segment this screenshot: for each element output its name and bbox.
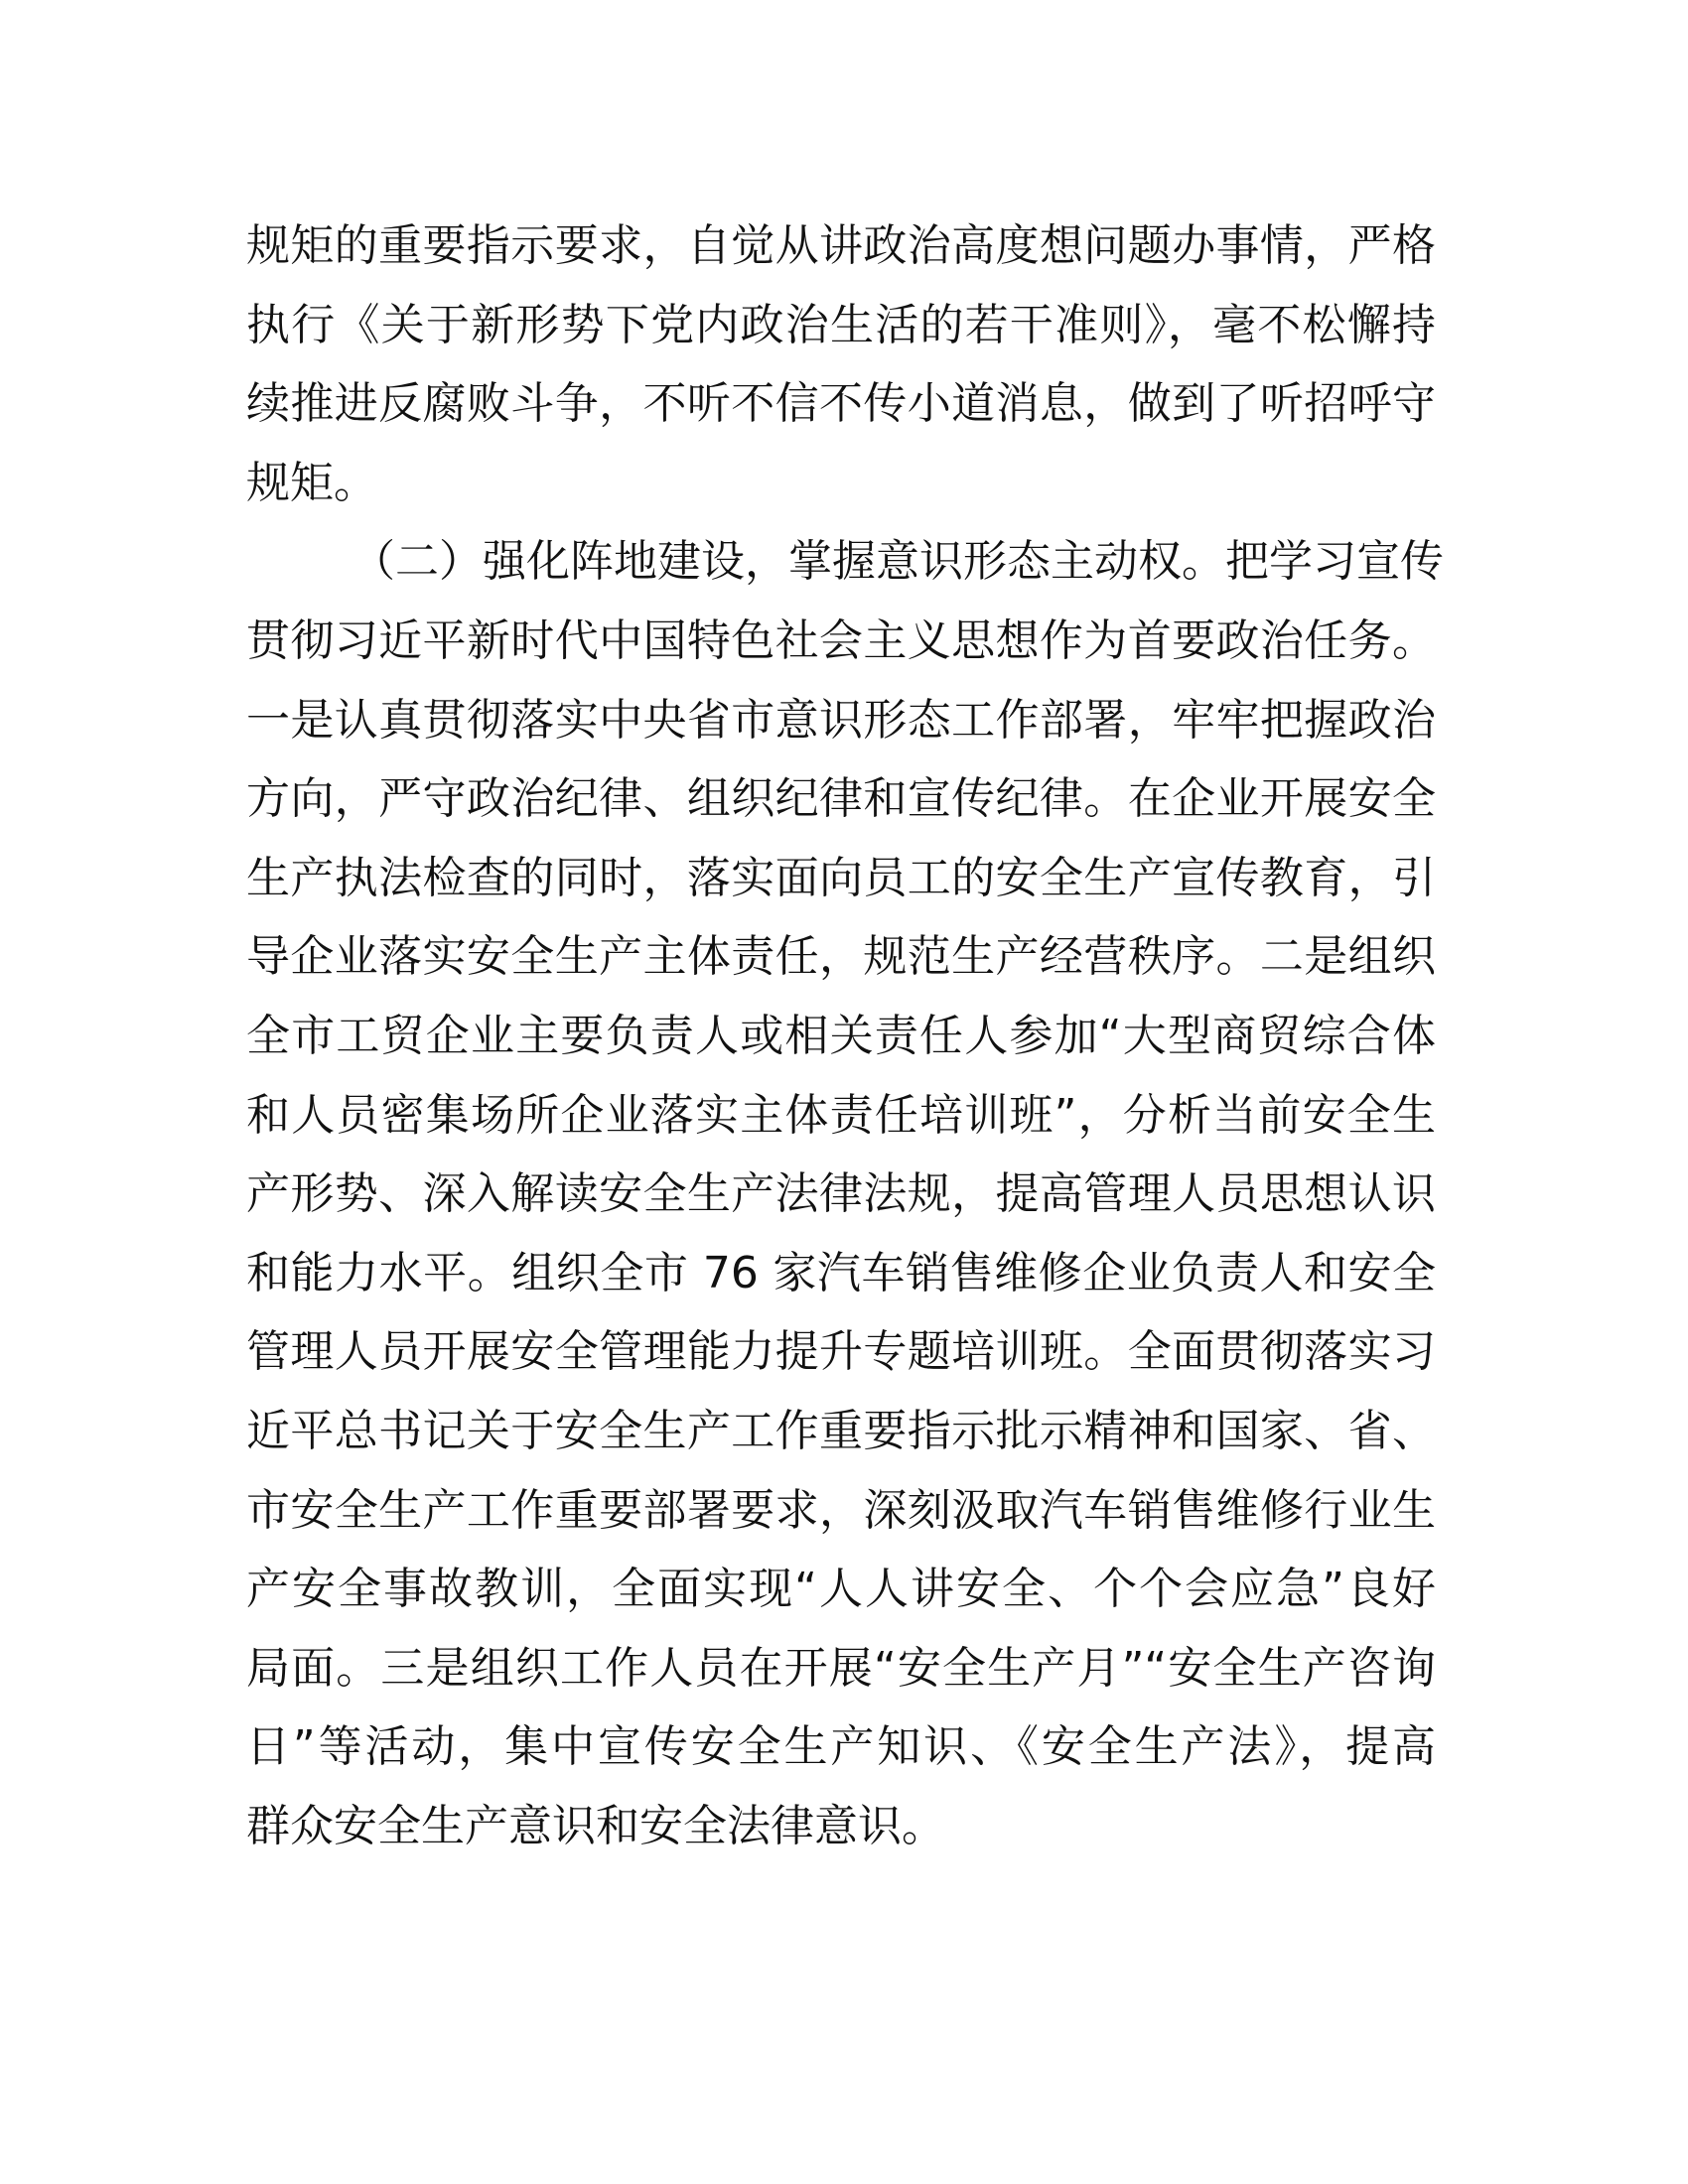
text-line: 全市工贸企业主要负责人或相关责任人参加“大型商贸综合体 bbox=[246, 1010, 1436, 1061]
text-line: 局面。三是组织工作人员在开展“安全生产月”“安全生产咨询 bbox=[246, 1642, 1436, 1694]
text-line: 续推进反腐败斗争，不听不信不传小道消息，做到了听招呼守 bbox=[246, 378, 1436, 430]
paragraph-ideology-position bbox=[246, 522, 1444, 1865]
text-line: 贯彻习近平新时代中国特色社会主义思想作为首要政治任务。 bbox=[246, 614, 1436, 666]
text-line: 方向，严守政治纪律、组织纪律和宣传纪律。在企业开展安全 bbox=[246, 773, 1436, 825]
text-line: 导企业落实安全生产主体责任，规范生产经营秩序。二是组织 bbox=[246, 931, 1436, 983]
text-line: 群众安全生产意识和安全法律意识。 bbox=[246, 1800, 945, 1851]
text-line: 市安全生产工作重要部署要求，深刻汲取汽车销售维修行业生 bbox=[246, 1484, 1436, 1536]
text-line: 产形势、深入解读安全生产法律法规，提高管理人员思想认识 bbox=[246, 1168, 1436, 1220]
text-line: 和人员密集场所企业落实主体责任培训班”，分析当前安全生 bbox=[246, 1089, 1436, 1141]
text-line: 规矩的重要指示要求，自觉从讲政治高度想问题办事情，严格 bbox=[246, 220, 1436, 271]
section-heading-line: （二）强化阵地建设，掌握意识形态主动权。把学习宣传 bbox=[352, 536, 1444, 588]
paragraph-political-discipline bbox=[246, 206, 1436, 522]
text-line: 一是认真贯彻落实中央省市意识形态工作部署，牢牢把握政治 bbox=[246, 694, 1436, 746]
text-line: 生产执法检查的同时，落实面向员工的安全生产宣传教育，引 bbox=[246, 852, 1436, 903]
text-line: 日”等活动，集中宣传安全生产知识、《安全生产法》，提高 bbox=[246, 1721, 1436, 1773]
document-body bbox=[246, 206, 1444, 1865]
text-line: 执行《关于新形势下党内政治生活的若干准则》，毫不松懈持 bbox=[246, 299, 1436, 350]
text-line: 和能力水平。组织全市 76 家汽车销售维修企业负责人和安全 bbox=[246, 1247, 1436, 1298]
text-line: 管理人员开展安全管理能力提升专题培训班。全面贯彻落实习 bbox=[246, 1326, 1436, 1378]
text-line: 规矩。 bbox=[246, 457, 377, 508]
text-line: 近平总书记关于安全生产工作重要指示批示精神和国家、省、 bbox=[246, 1405, 1436, 1456]
text-line: 产安全事故教训，全面实现“人人讲安全、个个会应急”良好 bbox=[246, 1564, 1436, 1615]
